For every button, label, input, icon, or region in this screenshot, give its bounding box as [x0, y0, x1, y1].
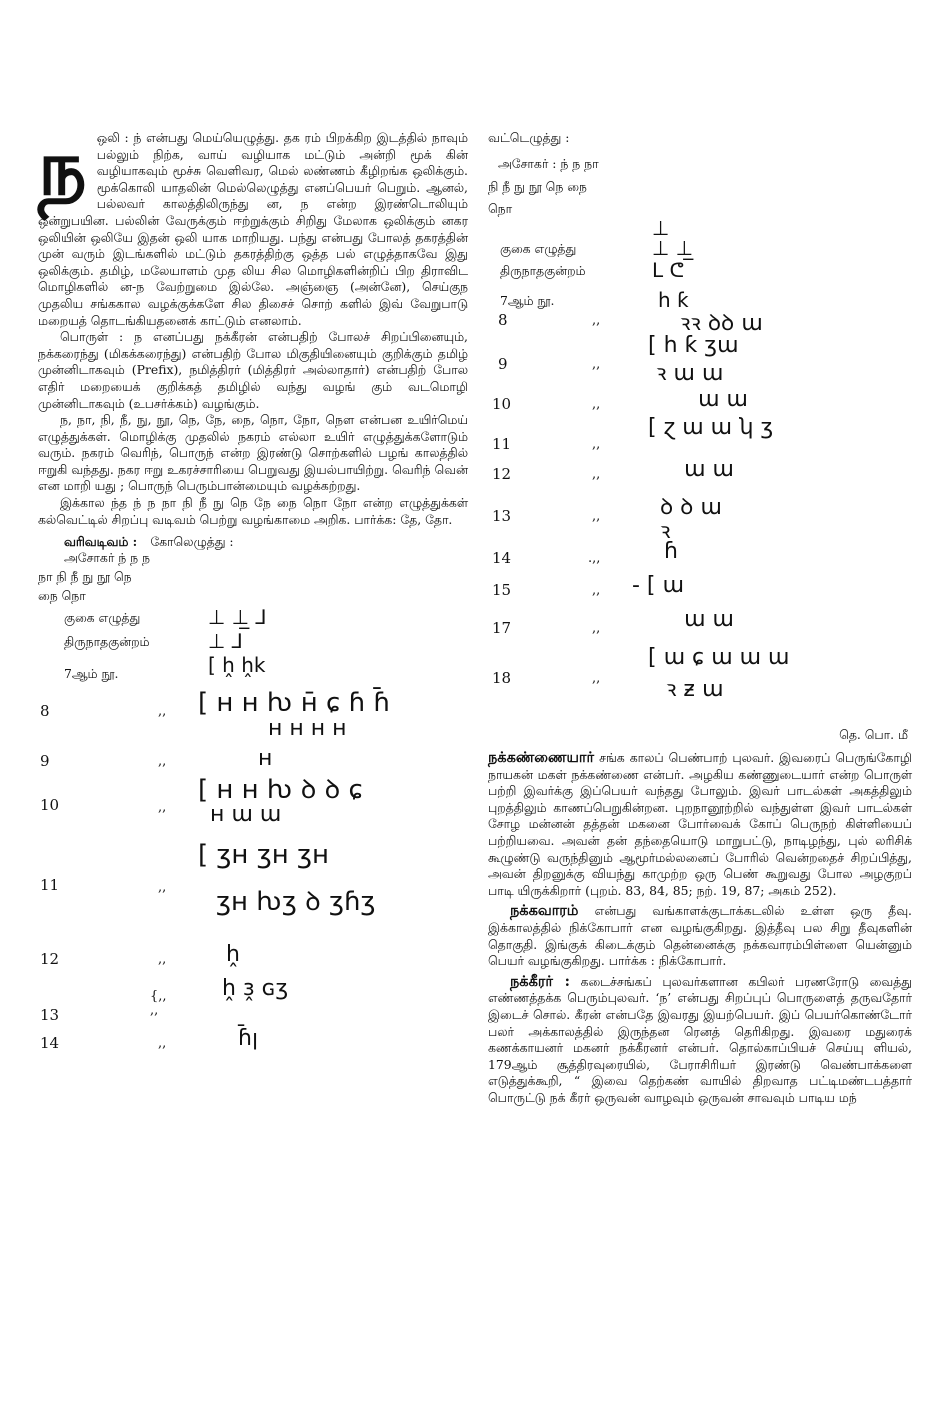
author-credit: தெ. பொ. மீ	[839, 727, 908, 742]
script-strokes: [ ɯ ɕ ɯ ɯ ɯ	[648, 645, 790, 670]
intro-text: ஒலி : ந் என்பது மெய்யெழுத்து. தக ரம் பிறக்கிற இடத்தில் நாவும் பல்லும் நிற்க, வாய் வழியாக மட்டும் அன்றி மூக் கின் வழியாகவும் மூச்சு வெளிவர, மெல் லண்ணம் கீழிறங்க ஒலிக்கும். மூக்கொலி யாதலின் மெல்லெழுத்து எனப்பெயர் பெறும். ஆனல், பல்லவர் காலத்திலிருந்து ன, ந என்ற இரண்டொலியும் ஒன்றுபயின. பல்லின் வேருக்கும் ஈற்றுக்கும் சிறிது மேலாக ஒலிக்கும் னகர ஒலியின் ஒலியே இதன் ஒலி யாக மாறியது. பந்து என்பது போலத் தகரத்தின் முன் வரும் இடங்களில் மட்டும் தகரத்திற்கு ஒத்த பல் எழுத்தாகவே இது ஒலிக்கும். தமிழ், மலேயாளம் முத லிய சில மொழிகளின்றிப் பிற திராவிட மொழிகளில் ன-ந வேற்றுமை இல்லே. அஞ்ஞை (அன்னே), செய்குந முதலிய சங்ககால வழக்குக்களே சில திசைச் சொற் களில் இவ் வேறுபாடு மறையத் தொடங்கியதனைக் காட்டும் எனலாம்.	[38, 130, 468, 328]
script-samples-top	[64, 606, 468, 690]
intro-paragraph	[38, 123, 468, 329]
century-number: 11	[492, 435, 512, 453]
script-strokes: ꝛꝛ ꝺꝺ ɯ	[680, 311, 763, 336]
script-row-cave	[64, 606, 468, 630]
century-number: 13	[40, 1006, 60, 1025]
ditto-mark: ,,	[158, 952, 167, 968]
row-label: திருநாதகுன்றம்	[64, 634, 150, 650]
ditto-mark: ,,	[158, 880, 167, 896]
script-strokes-2: ꝛ ƶ ɯ	[666, 677, 724, 702]
ditto-mark: ,,	[592, 583, 601, 598]
script-glyph: ᒪ ᕦ	[652, 258, 685, 282]
entry-text: கடைச்சங்கப் புலவர்களான கபிலர் பரணரோடு வைத்து எண்ணத்தக்க பெரும்புலவர். ‘ந’ என்பது சிறப்புப் பொருளைத் தருவதோர் இடைச் சொல். கீரன் என்பதே இவரது இயற்பெயர். இப் பெயர்கொண்டோர் பலர் அக்காலத்தில் இருந்தன ரெனத் தெரிகிறது. இவரை மதுரைக் கணக்காயனர் மகனர் நக்கீரனர் என்பர். தொல்காப்பியச் செய்யு ளியல், 179ஆம் சூத்திரவுரையில், பேராசிரியர் இரண்டு வெண்பாக்களை எடுத்துக்கூறி, “ இவை தெற்கண் வாயில் திறவாத பட்டிமண்டபத்தார் பொருட்டு நக் கீரர் ஒருவன் வாழவும் ஒருவன் சாவவும் பாடிய மந்	[488, 973, 912, 1105]
asoka-label: அசோகர் ந் ந ந	[64, 550, 150, 566]
century-number: 12	[40, 950, 60, 969]
script-strokes: ɦ	[664, 539, 678, 564]
script-row-cave	[500, 237, 912, 259]
century-number: 8	[498, 311, 508, 329]
entry-text: சங்க காலப் பெண்பாற் புலவர். இவரைப் பெருங்கோழி நாயகன் மகள் நக்கண்ணை என்பர். அழகிய கண்ணுடையார் என்ற பொருள் பற்றி இவர்க்கு இப்பெயர் வந்தது போலும். இவர் பாடல்கள் அகத்திலும் புறத்திலும் காணப்பெறுகின்றன. புறநானூற்றில் வந்துள்ள இவர் பாடல்கள் சோழ மன்னன் தத்தன் மகனை போர்வைக் கோப் பெருநற் கிள்ளியைப் பற்றியவை. அவன் தன் தந்தையொடு மாறுபட்டு, நாடிழந்து, புல் லரிசிக் கூழுண்டு வருந்தினும் ஆமூர்மல்லனைப் போரில் வென்றதைச் சிறப்பித்து, அவன் திறனுக்கு வியந்து காமுற்ற ஒரு பெண் கூறுவது போல அழகுறப் பாடி யிருக்கிறார் (புறம். 83, 84, 85; நற். 19, 87; அகம் 252).	[488, 750, 912, 898]
vari-heading	[64, 531, 468, 550]
century-number: 10	[40, 796, 60, 815]
century-number: 11	[40, 876, 60, 895]
ditto-mark: ,,	[158, 1036, 167, 1052]
century-number: 14	[40, 1034, 60, 1053]
asoka-label: அசோகர் : ந் ந நா	[498, 156, 599, 171]
ditto-mark: ,,	[592, 467, 601, 482]
row-label: குகை எழுத்து	[64, 610, 141, 626]
asoka-block	[38, 550, 468, 604]
century-number: 13	[492, 507, 512, 525]
row-label: திருநாதகுன்றம்	[500, 263, 586, 278]
evolution-table-left	[38, 688, 468, 1134]
script-row-blank	[500, 216, 912, 240]
script-strokes-2: ꝛ	[660, 519, 671, 544]
script-strokes: [ ʒʜ ʒʜ ʒʜ	[198, 840, 329, 871]
script-strokes-2: ꝛ ɯ ɯ	[656, 361, 724, 386]
asoka-line3: நை நொ	[38, 588, 86, 604]
ditto-mark: ,,	[592, 313, 601, 328]
script-strokes: ɦ̄ꞁ	[238, 1026, 259, 1052]
uyirmei-paragraph: ந, நா, நி, நீ, நு, நூ, நெ, நே, நை, நொ, நோ, நௌ என்பன உயிர்மெய் எழுத்துக்கள். மொழிக்கு முதலில் நகரம் எல்லா உயிர் எழுத்துக்களோடும் வரும். நகரம் வெரிந், பொருந் என்ற இரண்டு சொற்களில் பழங் காலத்தில் ஈறுகி வந்தது. நகர ஈறு உகரச்சாரியை பெறுவது இயல்பாயிற்று. வெரிந் வென் என மாறி யது ; பொருந் பெரும்பான்மையும் வழக்கற்றது.	[38, 412, 468, 494]
script-strokes: [ ɀ ɯ ɯ ʮ ʒ	[648, 415, 774, 440]
script-strokes-2: ʜ ɯ ɯ	[210, 802, 282, 828]
century-number: 9	[498, 355, 508, 373]
script-samples-top-right	[500, 217, 912, 311]
script-row-tirunathakunram	[500, 259, 912, 289]
entry-heading: நக்கீரர் :	[510, 972, 570, 990]
century-number: 14	[492, 549, 512, 567]
script-strokes: [ ʜ ʜ ƕ ꝺ ꝺ ɕ	[198, 775, 363, 806]
asoka-line3: நொ	[488, 201, 513, 216]
entry-heading: நக்கண்ணையார்	[488, 749, 595, 766]
script-row-7th-century	[64, 654, 468, 690]
script-glyph: ⊥ ⅃	[208, 629, 243, 654]
nakkannai-entry	[488, 750, 912, 899]
ditto-mark: ,,	[592, 437, 601, 452]
nakkavaram-entry	[488, 903, 912, 969]
century-number: 17	[492, 619, 512, 637]
right-column	[488, 130, 912, 1106]
asoka-line2: நி நீ நு நூ நெ நை	[488, 179, 587, 194]
century-number: 9	[40, 752, 50, 771]
century-number: 15	[492, 581, 512, 599]
nakkirar-entry	[488, 974, 912, 1107]
script-strokes: h̭	[226, 942, 240, 968]
drop-cap-letter: ந	[38, 123, 87, 212]
row-label: குகை எழுத்து	[500, 241, 577, 256]
script-strokes: ꝺ ꝺ ɯ	[660, 495, 722, 520]
script-strokes: - [ ɯ	[632, 573, 684, 598]
script-strokes: ɯ ɯ	[684, 457, 734, 482]
ditto-mark: {,, ,,	[150, 989, 167, 1019]
script-strokes: ɯ ɯ	[698, 387, 748, 412]
script-strokes: ɯ ɯ	[684, 607, 734, 632]
script-glyph: [ h̭ h̭k	[208, 653, 266, 678]
vattu-heading: வட்டெழுத்து :	[488, 130, 570, 145]
script-strokes: ʜ	[258, 746, 273, 772]
asoka-line2: நா நி நீ நு நூ நெ	[38, 569, 132, 585]
ditto-mark: .,,	[588, 551, 601, 566]
evolution-table-right	[488, 311, 912, 719]
ditto-mark: ,,	[592, 397, 601, 412]
century-number: 8	[40, 702, 50, 721]
script-glyph: h ƙ	[658, 288, 689, 312]
script-glyph: ⊥	[652, 216, 670, 240]
row-label: 7ஆம் நூ.	[64, 666, 119, 682]
script-glyph: ⊥ ⊥̲ ⅃	[208, 605, 267, 630]
script-row-tirunathakunram	[64, 630, 468, 654]
ikkala-paragraph: இக்கால ந்த ந் ந நா நி நீ நு நெ நே நை நொ நோ என்ற எழுத்துக்கள் கல்வெட்டில் சிறப்பு வடிவம் பெற்று வழங்காமை அறிக. பார்க்க: தே, தோ.	[38, 495, 468, 527]
entry-heading: நக்கவாரம்	[510, 902, 579, 920]
script-strokes-2: ʜ ʜ ʜ ʜ	[268, 716, 347, 742]
vari-type: கோலெழுத்து :	[150, 534, 234, 550]
vari-label: வரிவடிவம் :	[64, 534, 138, 550]
left-column	[38, 123, 468, 1134]
ditto-mark: ,,	[158, 754, 167, 770]
script-strokes: [ ʜ ʜ ƕ ʜ̄ ɕ ɦ ɦ̄	[198, 688, 390, 719]
entry-text: என்பது வங்காளக்குடாக்கடலில் உள்ள ஒரு தீவு. இக்காலத்தில் நிக்கோபார் என வழங்குகிறது. இத்தீவு பல சிறு தீவுகளின் தொகுதி. இங்குக் கிடைக்கும் தென்னைக்கு நக்கவாரம்பிள்ளை யென்னும் பெயர் வழங்குகிறது. பார்க்க : நிக்கோபார்.	[488, 903, 912, 969]
ditto-mark: ,,	[158, 704, 167, 720]
ditto-mark: ,,	[592, 621, 601, 636]
script-strokes-2: ʒʜ ƕʒ ꝺ ʒɦʒ	[216, 887, 376, 918]
porul-paragraph: பொருள் : ந எனப்பது நக்கீரன் என்பதிற் போலச் சிறப்பினையும், நக்கரைந்து (மிகக்கரைந்து) என்பதிற் போல மிகுதியினையும் குறிக்கும் தமிழ் முன்னிடாகவும் (Prefix), நமித்திரர் (மித்திரர் அல்லாதார்) என்பதிற் போல எதிர் மறையைக் குறிக்கத் தமிழில் வந்து வழங் கும் வடமொழி முன்னிடாகவும் (உபசர்க்கம்) வழங்கும்.	[38, 329, 468, 411]
script-strokes: h̭ ɜ̭ ɢʒ	[222, 976, 289, 1002]
script-strokes: [ h ƙ ʒɯ	[648, 333, 739, 358]
ditto-mark: ,,	[592, 357, 601, 372]
row-label: 7ஆம் நூ.	[500, 293, 555, 308]
script-glyph: ⊥ ⊥̲	[652, 236, 694, 260]
ditto-mark: ,,	[158, 800, 167, 816]
ditto-mark: ,,	[592, 509, 601, 524]
century-number: 18	[492, 669, 512, 687]
century-number: 12	[492, 465, 512, 483]
century-number: 10	[492, 395, 512, 413]
ditto-mark: ,,	[592, 671, 601, 686]
